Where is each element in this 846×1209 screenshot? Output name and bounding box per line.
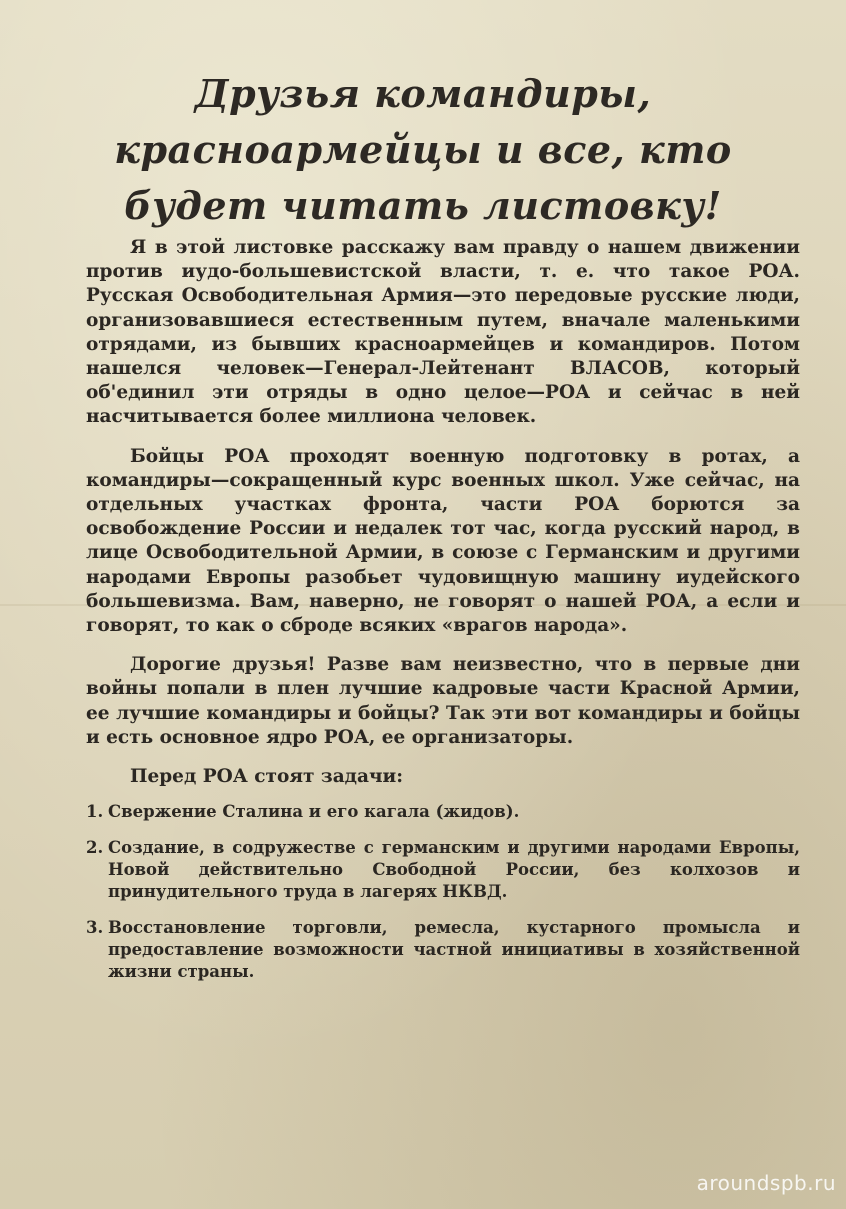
list-item bbox=[86, 917, 800, 983]
paragraph-roa-training: Бойцы РОА проходят военную подготовку в ротах, а командиры—сокращенный курс военных школ. Уже сейчас, на отдельных участках фронта, части РОА борются за освобождение России и недалек тот час, когда русский народ, в лице Освободительной Армии, в союзе с Германским и другими народами Европы разобьет чудовищную машину иудейского большевизма. Вам, наверно, не говорят о нашей РОА, а если и говорят, то как о сброде всяких «врагов народа». bbox=[86, 445, 800, 637]
site-watermark: aroundspb.ru bbox=[696, 1171, 836, 1195]
task-number: 3. bbox=[86, 918, 104, 938]
leaflet-headline: Друзья командиры, красноармейцы и все, кто будет читать листовку! bbox=[114, 71, 732, 228]
task-number: 1. bbox=[86, 802, 104, 822]
list-item bbox=[86, 837, 800, 903]
list-item bbox=[86, 801, 800, 823]
paragraph-dear-friends: Дорогие друзья! Разве вам неизвестно, что в первые дни войны попали в плен лучшие кадровые части Красной Армии, ее лучшие командиры и бойцы? Так эти вот командиры и бойцы и есть основное ядро РОА, ее организаторы. bbox=[86, 654, 800, 748]
task-text: Свержение Сталина и его кагала (жидов). bbox=[108, 802, 520, 822]
task-list bbox=[86, 801, 800, 983]
task-text: Восстановление торговли, ремесла, кустарного промысла и предоставление возможности частной инициативы в хозяйственной жизни страны. bbox=[108, 918, 800, 982]
task-number: 2. bbox=[86, 838, 104, 858]
paragraph-roa-intro: Я в этой листовке расскажу вам правду о нашем движении против иудо-большевистской власти, т. е. что такое РОА. Русская Освободительная Армия—это передовые русские люди, организовавшиеся естественным путем, вначале маленькими отрядами, из бывших красноармейцев и командиров. Потом нашелся человек—Генерал-Лейтенант ВЛАСОВ, который об'единил эти отряды в одно целое—РОА и сейчас в ней насчитывается более миллиона человек. bbox=[86, 237, 800, 428]
leaflet-body bbox=[86, 236, 800, 997]
task-text: Создание, в содружестве с германским и другими народами Европы, Новой действительно Свободной России, без колхозов и принудительного труда в лагерях НКВД. bbox=[108, 838, 800, 902]
tasks-heading: Перед РОА стоят задачи: bbox=[130, 766, 404, 788]
